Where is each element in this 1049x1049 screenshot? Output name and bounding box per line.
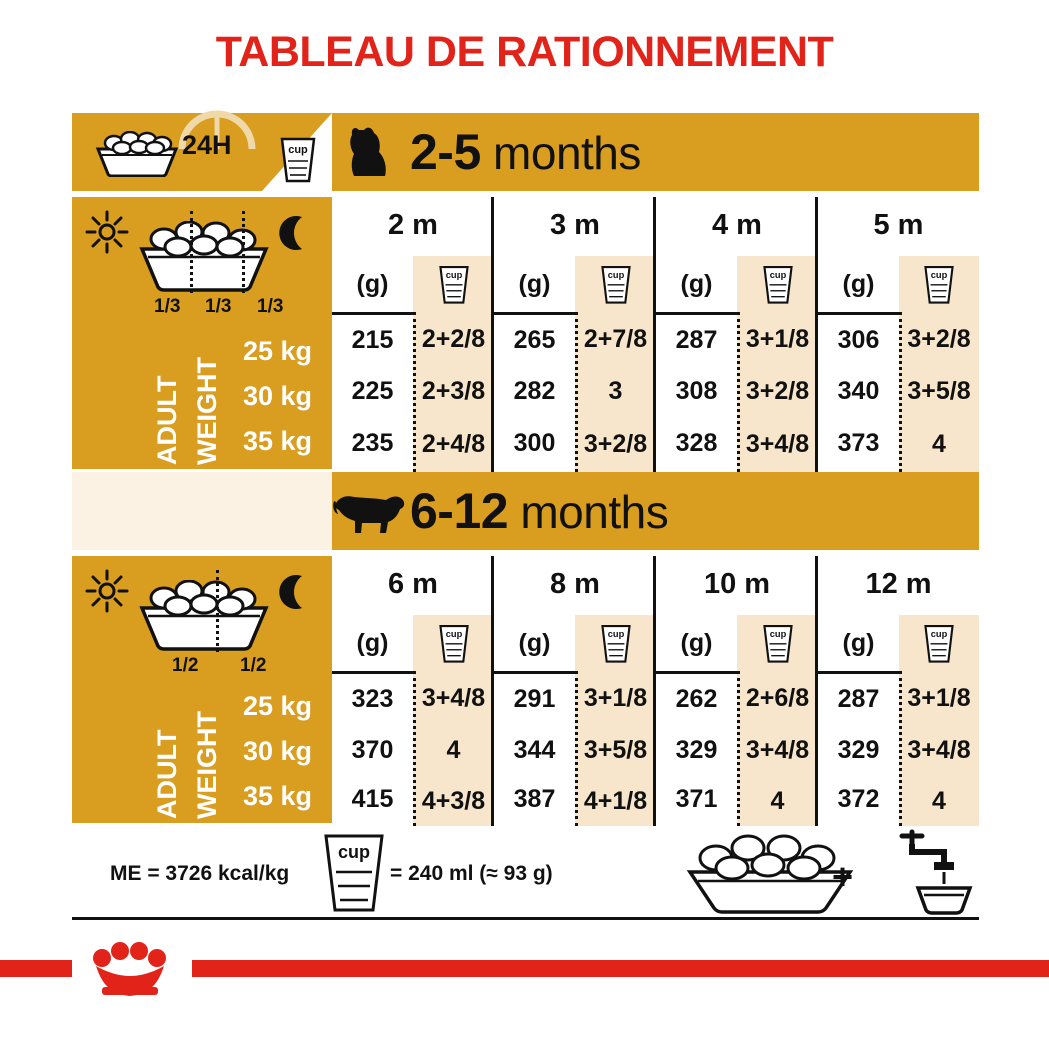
cell-1-1-2-g: 308 (656, 366, 737, 417)
col-solid-1-0 (491, 197, 494, 472)
banner-age-unit-1: months (493, 127, 641, 179)
cell-2-1-1-cup: 3+5/8 (575, 725, 656, 776)
cell-2-0-0-cup: 3+4/8 (413, 671, 494, 725)
bowl-split-icon-2 (134, 580, 274, 652)
cell-1-2-0-g: 235 (332, 417, 413, 469)
weight-row-2-1: 30 kg (242, 736, 312, 766)
moon-icon-2 (272, 572, 312, 612)
cell-1-0-0-cup: 2+2/8 (413, 312, 494, 366)
cell-1-1-3-cup: 3+5/8 (899, 366, 979, 417)
svg-text:cup: cup (337, 842, 371, 862)
svg-text:cup: cup (445, 270, 462, 281)
banner-label-1 (410, 123, 641, 181)
cell-1-2-2-cup: 3+4/8 (737, 417, 818, 472)
bowl-icon (92, 131, 182, 177)
cell-2-2-3-g: 372 (818, 776, 899, 823)
svg-text:cup: cup (769, 270, 786, 281)
weight-row-2-2: 35 kg (242, 781, 312, 811)
cell-1-1-1-cup: 3 (575, 366, 656, 417)
cell-1-0-3-g: 306 (818, 315, 899, 366)
adult-label-1: ADULT (152, 375, 182, 465)
banner-age-range-1: 2-5 (410, 124, 481, 180)
svg-text:cup: cup (288, 144, 308, 156)
cell-1-1-2-cup: 3+2/8 (737, 366, 818, 417)
col-dotted-2-3 (899, 671, 902, 826)
page-title: TABLEAU DE RATIONNEMENT (215, 28, 834, 76)
cell-1-2-3-cup: 4 (899, 417, 979, 472)
cell-1-2-2-g: 328 (656, 417, 737, 469)
cell-2-1-3-cup: 3+4/8 (899, 725, 979, 776)
weight-row-2-0: 25 kg (242, 691, 312, 721)
banner-age-range-2: 6-12 (410, 483, 509, 539)
svg-text:cup: cup (445, 629, 462, 640)
weight-row-1-1: 30 kg (242, 381, 312, 411)
cell-1-1-0-cup: 2+3/8 (413, 366, 494, 417)
unit-header-1-3-cup (899, 256, 979, 312)
col-dotted-1-0 (413, 312, 416, 472)
col-header-1-0: 2 m (332, 197, 494, 253)
unit-header-1-2-g: (g) (656, 259, 737, 309)
cup-icon (277, 133, 319, 185)
weight-label-1: WEIGHT (192, 357, 222, 465)
royal-canin-crown-icon (86, 942, 178, 1004)
unit-header-2-0-g: (g) (332, 618, 413, 668)
cell-1-2-1-g: 300 (494, 417, 575, 469)
cell-1-2-0-cup: 2+4/8 (413, 417, 494, 472)
footer-cup-icon (318, 828, 390, 916)
cell-1-0-0-g: 215 (332, 315, 413, 366)
col-dotted-1-3 (899, 312, 902, 472)
meal-fraction-1a: 1/3 (154, 296, 181, 317)
meal-fraction-2b: 1/2 (240, 655, 267, 676)
adult-label-2: ADULT (152, 729, 182, 819)
unit-header-1-3-g: (g) (818, 259, 899, 309)
meal-divider-2a (216, 570, 219, 652)
cell-2-0-0-g: 323 (332, 674, 413, 725)
unit-header-2-3-g: (g) (818, 618, 899, 668)
col-solid-1-2 (815, 197, 818, 472)
meal-fraction-1c: 1/3 (257, 296, 284, 317)
unit-header-1-1-g: (g) (494, 259, 575, 309)
col-dotted-2-0 (413, 671, 416, 826)
cell-1-1-0-g: 225 (332, 366, 413, 417)
cell-2-1-0-cup: 4 (413, 725, 494, 776)
cell-2-1-3-g: 329 (818, 725, 899, 776)
cell-2-1-0-g: 370 (332, 725, 413, 776)
unit-header-1-1-cup (575, 256, 656, 312)
bowl-split-icon-1 (134, 221, 274, 293)
weight-row-1-0: 25 kg (242, 336, 312, 366)
col-dotted-2-1 (575, 671, 578, 826)
cup-equivalence: = 240 ml (≈ 93 g) (390, 862, 553, 885)
meal-fraction-2a: 1/2 (172, 655, 199, 676)
feeding-chart (72, 113, 979, 823)
meal-divider-1a (190, 211, 193, 293)
standing-dog-icon (332, 487, 410, 535)
cell-2-0-3-cup: 3+1/8 (899, 671, 979, 725)
section-gap (72, 472, 332, 550)
col-header-2-0: 6 m (332, 556, 494, 612)
brand-crown (72, 938, 192, 1008)
cell-2-2-0-g: 415 (332, 776, 413, 823)
cell-2-2-2-cup: 4 (737, 776, 818, 826)
cell-1-0-1-cup: 2+7/8 (575, 312, 656, 366)
sun-icon-2 (84, 568, 130, 614)
water-tap-bowl-icon (872, 826, 982, 916)
cell-1-0-3-cup: 3+2/8 (899, 312, 979, 366)
cell-1-2-3-g: 373 (818, 417, 899, 469)
col-dotted-2-2 (737, 671, 740, 826)
meal-fraction-1b: 1/3 (205, 296, 232, 317)
col-solid-2-2 (815, 556, 818, 826)
svg-text:cup: cup (607, 270, 624, 281)
cell-2-1-2-cup: 3+4/8 (737, 725, 818, 776)
banner-6-12-months (332, 472, 979, 550)
cell-1-0-1-g: 265 (494, 315, 575, 366)
svg-text:cup: cup (607, 629, 624, 640)
cell-2-2-1-cup: 4+1/8 (575, 776, 656, 826)
cell-2-2-0-cup: 4+3/8 (413, 776, 494, 826)
weight-row-1-2: 35 kg (242, 426, 312, 456)
cell-1-1-1-g: 282 (494, 366, 575, 417)
unit-header-2-3-cup (899, 615, 979, 671)
cell-2-2-2-g: 371 (656, 776, 737, 823)
cell-2-2-1-g: 387 (494, 776, 575, 823)
col-solid-2-0 (491, 556, 494, 826)
unit-header-2-2-cup (737, 615, 818, 671)
unit-header-1-2-cup (737, 256, 818, 312)
col-solid-1-1 (653, 197, 656, 472)
cell-2-0-1-cup: 3+1/8 (575, 671, 656, 725)
col-header-1-1: 3 m (494, 197, 656, 253)
svg-text:cup: cup (930, 270, 948, 281)
metabolisable-energy: ME = 3726 kcal/kg (110, 862, 290, 885)
cell-1-1-3-g: 340 (818, 366, 899, 417)
unit-header-2-1-g: (g) (494, 618, 575, 668)
svg-text:cup: cup (769, 629, 786, 640)
cell-2-0-2-g: 262 (656, 674, 737, 725)
col-dotted-1-2 (737, 312, 740, 472)
unit-header-2-2-g: (g) (656, 618, 737, 668)
cell-1-2-1-cup: 3+2/8 (575, 417, 656, 472)
unit-header-2-1-cup (575, 615, 656, 671)
meal-divider-1b (242, 211, 245, 293)
unit-header-1-0-g: (g) (332, 259, 413, 309)
col-header-2-2: 10 m (656, 556, 818, 612)
col-header-2-1: 8 m (494, 556, 656, 612)
unit-header-1-0-cup (413, 256, 494, 312)
col-solid-2-1 (653, 556, 656, 826)
cell-2-0-2-cup: 2+6/8 (737, 671, 818, 725)
unit-header-2-0-cup (413, 615, 494, 671)
cell-1-0-2-g: 287 (656, 315, 737, 366)
footer-divider (72, 917, 979, 920)
moon-icon (272, 213, 312, 253)
cell-1-0-2-cup: 3+1/8 (737, 312, 818, 366)
weight-label-2: WEIGHT (192, 711, 222, 819)
banner-label-2 (410, 482, 668, 540)
sun-icon (84, 209, 130, 255)
plus-sign: + (832, 856, 854, 897)
col-header-1-2: 4 m (656, 197, 818, 253)
cell-2-1-2-g: 329 (656, 725, 737, 776)
sitting-puppy-icon (332, 124, 410, 180)
col-header-1-3: 5 m (818, 197, 979, 253)
footer-legend (72, 826, 979, 918)
svg-text:cup: cup (930, 629, 948, 640)
cell-2-0-1-g: 291 (494, 674, 575, 725)
cell-2-0-3-g: 287 (818, 674, 899, 725)
cell-2-2-3-cup: 4 (899, 776, 979, 826)
cell-2-1-1-g: 344 (494, 725, 575, 776)
col-dotted-1-1 (575, 312, 578, 472)
banner-age-unit-2: months (520, 486, 669, 538)
col-header-2-3: 12 m (818, 556, 979, 612)
banner-2-5-months (332, 113, 979, 191)
legend-24h-label: 24H (182, 130, 232, 160)
